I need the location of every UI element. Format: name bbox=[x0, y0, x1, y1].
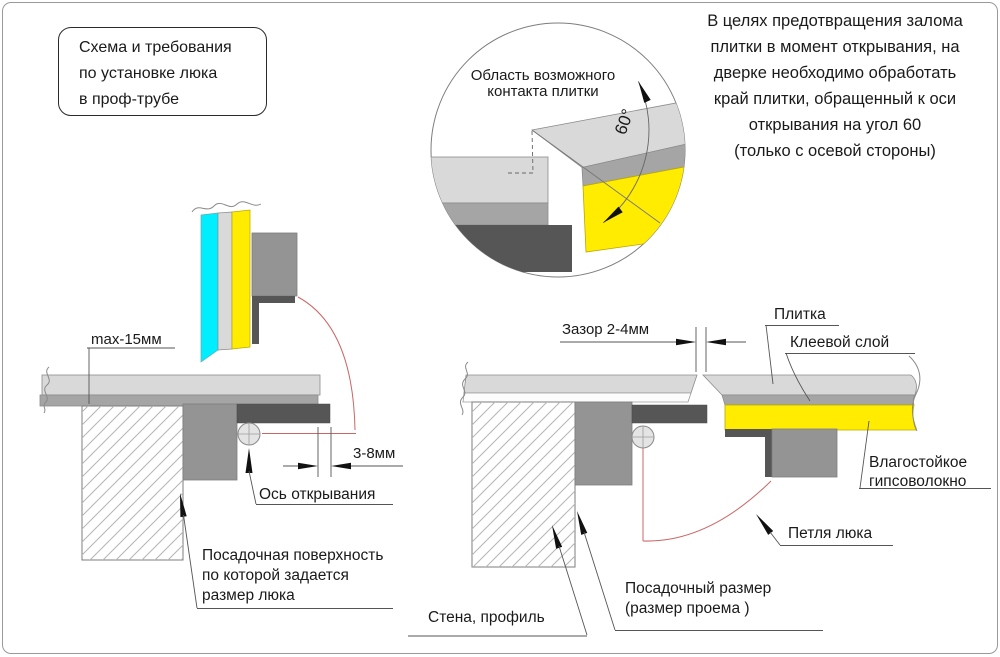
wall-profile-label: Стена, профиль bbox=[428, 609, 545, 626]
dim-arrow bbox=[331, 463, 351, 469]
profile-block bbox=[183, 404, 237, 480]
seat-size-label bbox=[625, 579, 771, 619]
swing-arc bbox=[643, 481, 771, 541]
wall-hatch bbox=[82, 406, 183, 560]
dim-arrow bbox=[706, 339, 726, 345]
hinge-label: Петля люка bbox=[788, 525, 873, 542]
leader-arrow bbox=[246, 448, 253, 473]
note-text bbox=[678, 8, 992, 164]
title-line: в проф-трубе bbox=[79, 91, 180, 108]
seat-size-line: Посадочный размер bbox=[625, 580, 772, 597]
gap-label: Зазор 2-4мм bbox=[562, 321, 650, 338]
note-line: край плитки, обращенный к оси bbox=[713, 90, 957, 108]
door-profile-open bbox=[252, 233, 297, 296]
seat-surface-label bbox=[202, 546, 383, 606]
profile-block bbox=[575, 402, 632, 485]
note-line: дверке необходимо обработать bbox=[713, 64, 957, 82]
gap-extension-lines bbox=[696, 327, 706, 372]
detail-contact-label bbox=[450, 68, 636, 100]
note-line: плитки в момент открывания, на bbox=[710, 38, 960, 56]
seat-surface-line: Посадочная поверхность bbox=[202, 547, 384, 564]
title-line: по установке люка bbox=[79, 65, 218, 82]
wall-tile-band bbox=[464, 375, 697, 393]
detail-view-circle bbox=[425, 23, 700, 277]
detail-wall-profile bbox=[440, 225, 572, 272]
door-break-line bbox=[192, 202, 261, 212]
frame-flange bbox=[237, 404, 330, 423]
seat-surface-line: по которой задается bbox=[202, 567, 349, 584]
adhesive-label: Клеевой слой bbox=[790, 334, 890, 351]
door-profile-dark-open bbox=[252, 296, 295, 344]
door-adhesive bbox=[722, 395, 915, 405]
door-tile bbox=[703, 375, 916, 395]
seat-surface-line: размер люка bbox=[202, 587, 295, 604]
note-line: открывания на угол 60 bbox=[748, 116, 922, 134]
leader-arrow bbox=[756, 514, 773, 535]
wall-tile-band bbox=[42, 375, 320, 395]
door-adhesive-open bbox=[218, 212, 232, 350]
dim-arrow bbox=[676, 339, 696, 345]
seat-size-line: (размер проема ) bbox=[625, 600, 750, 617]
detail-label-line: Область возможного bbox=[470, 67, 616, 84]
title-line: Схема и требования bbox=[79, 39, 232, 56]
wall-tile-bevel bbox=[463, 393, 691, 402]
detail-wall-tile bbox=[425, 157, 548, 203]
detail-label-line: контакта плитки bbox=[487, 83, 599, 100]
door-gypsum bbox=[725, 405, 916, 430]
dim-arrow bbox=[298, 463, 318, 469]
gypsum-line: Влагостойкое bbox=[869, 454, 968, 471]
door-gypsum-open bbox=[232, 210, 250, 349]
leader-arrow bbox=[577, 511, 587, 535]
axis-gap-extension-lines bbox=[318, 427, 331, 477]
frame-flange bbox=[632, 405, 707, 423]
title-box bbox=[58, 27, 267, 116]
angle-value-label: 60° bbox=[611, 106, 638, 138]
axis-gap-label: 3-8мм bbox=[353, 445, 396, 462]
axis-open-label: Ось открывания bbox=[259, 486, 376, 503]
note-line: (только с осевой стороны) bbox=[734, 142, 936, 160]
detail-wall-adhesive bbox=[425, 203, 548, 225]
max-offset-label: max-15мм bbox=[91, 331, 162, 348]
tile-label: Плитка bbox=[774, 306, 826, 323]
gypsum-label bbox=[869, 453, 967, 491]
gypsum-line: гипсоволокно bbox=[869, 473, 967, 490]
door-profile-block bbox=[772, 429, 837, 477]
door-profile-dark bbox=[725, 429, 772, 437]
note-line: В целях предотвращения залома bbox=[707, 12, 963, 30]
door-tile-open bbox=[201, 213, 218, 362]
